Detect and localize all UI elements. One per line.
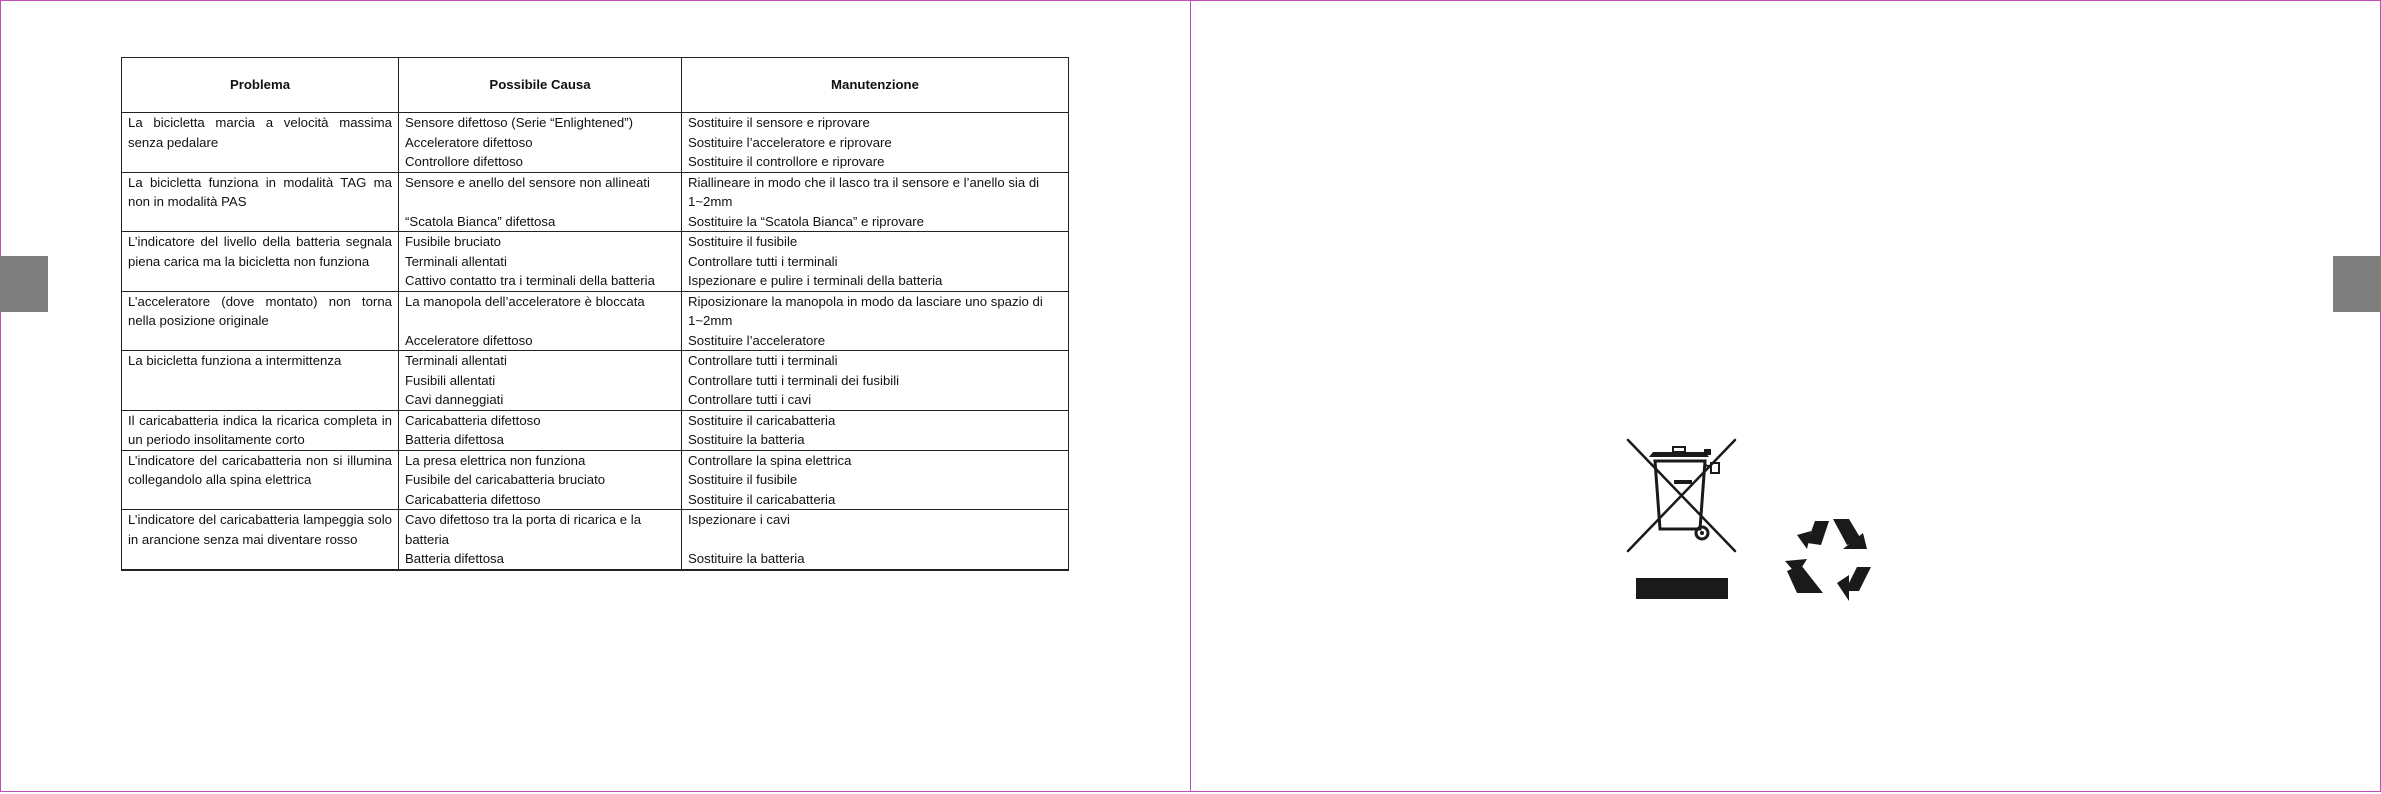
cause-line: Fusibili allentati xyxy=(405,372,496,388)
header-cause: Possibile Causa xyxy=(399,58,682,113)
problem-cell xyxy=(122,450,399,510)
fix-cell xyxy=(682,450,1069,510)
fix-line: Riallineare in modo che il lasco tra il sensore e l’anello sia di 1~2mm xyxy=(688,174,1040,209)
problem-cell xyxy=(122,510,399,570)
fix-line: Ispezionare i cavi xyxy=(688,512,790,527)
fix-line: Sostituire il sensore e riprovare xyxy=(688,115,870,130)
fix-line: Ispezionare e pulire i terminali della batteria xyxy=(688,273,943,288)
cause-line: Controllore difettoso xyxy=(405,154,524,169)
table-row xyxy=(122,410,1069,450)
cause-cell xyxy=(399,291,682,351)
fix-line: Controllare la spina elettrica xyxy=(688,452,852,468)
problem-cell xyxy=(122,410,399,450)
troubleshooting-table xyxy=(121,57,1069,571)
fix-line: Sostituire la batteria xyxy=(688,432,805,447)
table-row xyxy=(122,172,1069,232)
fix-line: Sostituire la batteria xyxy=(688,551,805,566)
problem-text: Il caricabatteria indica la ricarica completa in un periodo insolitamente corto xyxy=(128,412,392,447)
problem-cell xyxy=(122,172,399,232)
fix-line: Riposizionare la manopola in modo da lasciare uno spazio di 1~2mm xyxy=(688,293,1043,328)
problem-text: L’indicatore del caricabatteria lampeggia solo in arancione senza mai diventare rosso xyxy=(128,512,392,547)
fix-cell xyxy=(682,410,1069,450)
fix-line: Sostituire il caricabatteria xyxy=(688,412,836,428)
fix-cell xyxy=(682,351,1069,411)
problem-cell xyxy=(122,291,399,351)
table-row xyxy=(122,510,1069,570)
fix-cell xyxy=(682,510,1069,570)
fix-line: Sostituire il fusibile xyxy=(688,234,798,249)
fix-line: Controllare tutti i terminali xyxy=(688,353,838,368)
fix-line: Controllare tutti i terminali xyxy=(688,253,838,269)
cause-cell xyxy=(399,450,682,510)
fix-line: Controllare tutti i terminali dei fusibili xyxy=(688,372,900,388)
header-maintenance: Manutenzione xyxy=(682,58,1069,113)
cause-line: Acceleratore difettoso xyxy=(405,134,533,150)
recycling-arrows-icon xyxy=(1783,515,1875,603)
crossed-out-wheelie-bin-icon xyxy=(1625,437,1741,601)
cause-line: Fusibile del caricabatteria bruciato xyxy=(405,472,606,487)
cause-line: Caricabatteria difettoso xyxy=(405,491,541,507)
table-row xyxy=(122,351,1069,411)
cause-line: La manopola dell’acceleratore è bloccata xyxy=(405,293,645,309)
problem-cell xyxy=(122,232,399,292)
cause-line: Cavi danneggiati xyxy=(405,392,504,407)
cause-line: Acceleratore difettoso xyxy=(405,332,533,348)
problem-cell xyxy=(122,351,399,411)
fix-line: Sostituire il controllore e riprovare xyxy=(688,154,885,169)
fix-line xyxy=(688,530,1062,550)
cause-cell xyxy=(399,410,682,450)
table-row xyxy=(122,450,1069,510)
problem-text: La bicicletta marcia a velocità massima senza pedalare xyxy=(128,115,392,150)
cause-line: Batteria difettosa xyxy=(405,551,504,566)
header-problem: Problema xyxy=(122,58,399,113)
cause-cell xyxy=(399,172,682,232)
cause-cell xyxy=(399,232,682,292)
table-row xyxy=(122,232,1069,292)
cause-line: “Scatola Bianca” difettosa xyxy=(405,213,556,229)
problem-text: La bicicletta funziona a intermittenza xyxy=(128,353,342,368)
fix-cell xyxy=(682,113,1069,173)
cause-cell xyxy=(399,351,682,411)
problem-cell xyxy=(122,113,399,173)
fix-line: Sostituire il fusibile xyxy=(688,472,798,487)
fix-cell xyxy=(682,291,1069,351)
fix-line: Sostituire la “Scatola Bianca” e riprovare xyxy=(688,213,925,229)
table-row xyxy=(122,113,1069,173)
cause-cell xyxy=(399,113,682,173)
problem-text: La bicicletta funziona in modalità TAG ma non in modalità PAS xyxy=(128,174,392,209)
fix-line: Sostituire il caricabatteria xyxy=(688,491,836,507)
cause-line: Cattivo contatto tra i terminali della batteria xyxy=(405,273,655,288)
right-edge-tab xyxy=(2333,256,2381,312)
fix-cell xyxy=(682,172,1069,232)
table-row xyxy=(122,291,1069,351)
cause-line: Sensore e anello del sensore non allineati xyxy=(405,174,650,190)
table-header-row xyxy=(122,58,1069,113)
cause-line: Sensore difettoso (Serie “Enlightened”) xyxy=(405,115,633,130)
cause-line xyxy=(405,192,675,212)
cause-line: Batteria difettosa xyxy=(405,432,504,447)
cause-line: Terminali allentati xyxy=(405,353,507,368)
fix-line: Sostituire l’acceleratore xyxy=(688,332,826,348)
cause-line: Fusibile bruciato xyxy=(405,234,502,249)
fix-line: Sostituire l’acceleratore e riprovare xyxy=(688,134,892,150)
problem-text: L’indicatore del caricabatteria non si illumina collegandolo alla spina elettrica xyxy=(128,452,392,487)
cause-cell xyxy=(399,510,682,570)
problem-text: L’indicatore del livello della batteria segnala piena carica ma la bicicletta non funziona xyxy=(128,234,392,269)
left-edge-tab xyxy=(0,256,48,312)
cause-line: La presa elettrica non funziona xyxy=(405,452,586,468)
cause-line: Cavo difettoso tra la porta di ricarica e la batteria xyxy=(405,512,642,547)
fix-cell xyxy=(682,232,1069,292)
cause-line: Caricabatteria difettoso xyxy=(405,412,541,428)
cause-line xyxy=(405,311,675,331)
right-page xyxy=(1190,0,2381,792)
problem-text: L’acceleratore (dove montato) non torna nella posizione originale xyxy=(128,293,392,328)
cause-line: Terminali allentati xyxy=(405,253,507,269)
fix-line: Controllare tutti i cavi xyxy=(688,392,812,407)
